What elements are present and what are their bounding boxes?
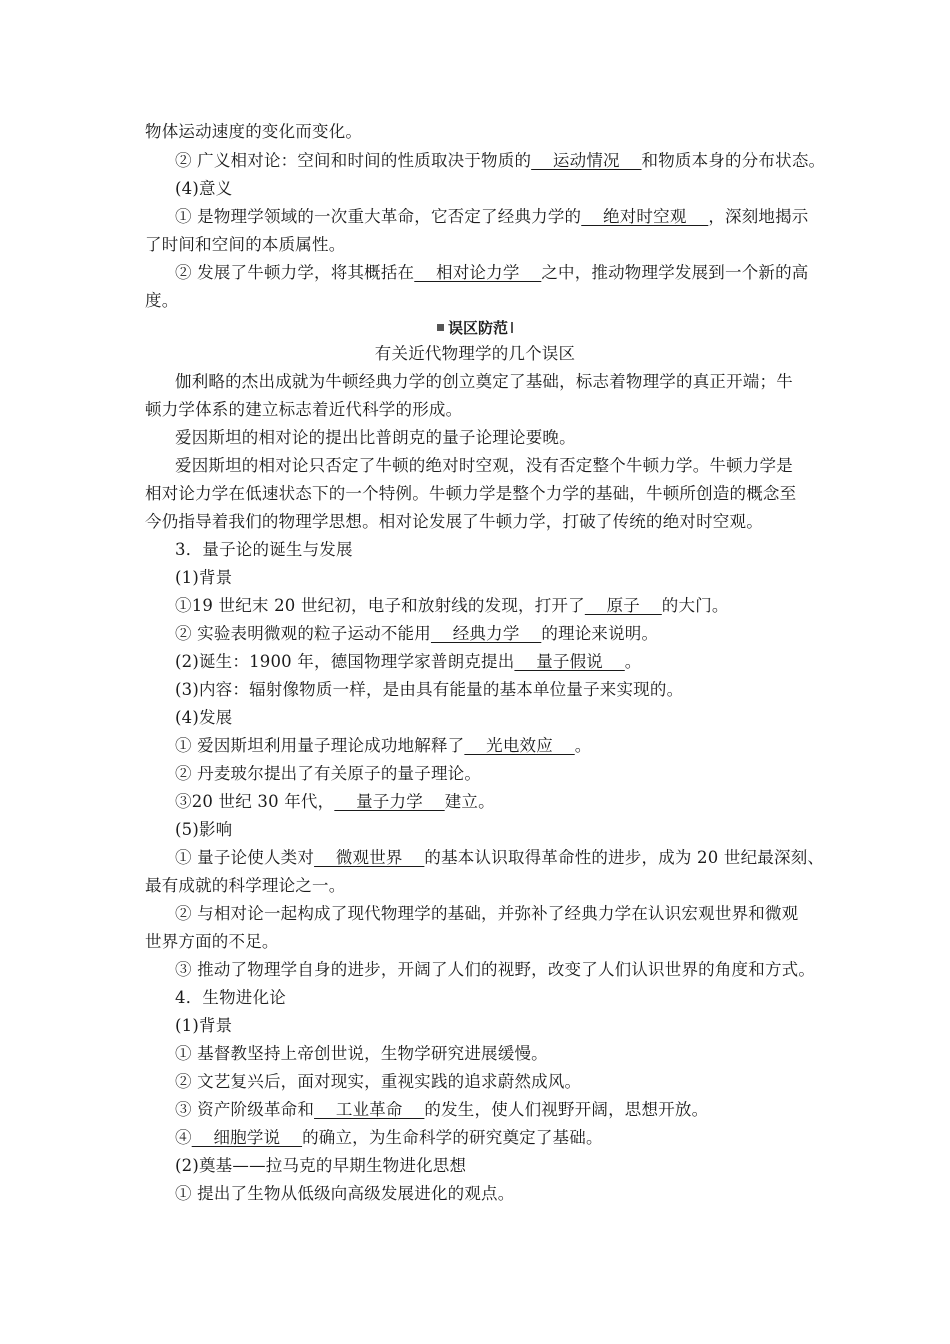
subheading: (5)影响 xyxy=(175,820,233,839)
text-line: ② 与相对论一起构成了现代物理学的基础，并弥补了经典力学在认识宏观世界和微观 xyxy=(175,904,799,923)
answer-blank: 运动情况 xyxy=(531,151,642,170)
square-bullet-icon xyxy=(437,324,444,331)
text-line: 度。 xyxy=(145,291,179,310)
text-line: (2)诞生：1900 年，德国物理学家普朗克提出 量子假说 。 xyxy=(175,652,642,671)
text-line: ① 是物理学领域的一次重大革命，它否定了经典力学的 绝对时空观 ，深刻地揭示 xyxy=(175,207,809,226)
text-line: ② 丹麦玻尔提出了有关原子的量子理论。 xyxy=(175,764,482,783)
text-line: 爱因斯坦的相对论只否定了牛顿的绝对时空观，没有否定整个牛顿力学。牛顿力学是 xyxy=(175,456,793,475)
answer-blank: 量子假说 xyxy=(514,652,625,671)
answer-blank: 微观世界 xyxy=(314,848,425,867)
answer-blank: 绝对时空观 xyxy=(581,207,709,226)
subheading: (1)背景 xyxy=(175,568,233,587)
answer-blank: 原子 xyxy=(584,596,662,615)
text-line: ③ 推动了物理学自身的进步，开阔了人们的视野，改变了人们认识世界的角度和方式。 xyxy=(175,960,816,979)
text-line: ③20 世纪 30 年代， 量子力学 建立。 xyxy=(175,792,495,811)
answer-blank: 相对论力学 xyxy=(414,263,542,282)
text-line: ② 发展了牛顿力学，将其概括在 相对论力学 之中，推动物理学发展到一个新的高 xyxy=(175,263,809,282)
text-line: ① 基督教坚持上帝创世说，生物学研究进展缓慢。 xyxy=(175,1044,548,1063)
text-line: ③ 资产阶级革命和 工业革命 的发生，使人们视野开阔，思想开放。 xyxy=(175,1100,709,1119)
subheading: (2)奠基——拉马克的早期生物进化思想 xyxy=(175,1156,467,1175)
section-title: 有关近代物理学的几个误区 xyxy=(374,344,576,363)
text-line: 顿力学体系的建立标志着近代科学的形成。 xyxy=(145,400,463,419)
text-line: (3)内容：辐射像物质一样，是由具有能量的基本单位量子来实现的。 xyxy=(175,680,684,699)
text-line: ① 量子论使人类对 微观世界 的基本认识取得革命性的进步，成为 20 世纪最深刻、 xyxy=(175,848,825,867)
section-banner: 误区防范 xyxy=(0,318,950,338)
section-heading: 3．量子论的诞生与发展 xyxy=(175,540,353,559)
text-line: 爱因斯坦的相对论的提出比普朗克的量子论理论要晚。 xyxy=(175,428,576,447)
subheading: (1)背景 xyxy=(175,1016,233,1035)
text-line: ② 广义相对论：空间和时间的性质取决于物质的 运动情况 和物质本身的分布状态。 xyxy=(175,151,826,170)
text-line: ① 爱因斯坦利用量子理论成功地解释了 光电效应 。 xyxy=(175,736,592,755)
text-line: 世界方面的不足。 xyxy=(145,932,279,951)
answer-blank: 工业革命 xyxy=(314,1100,425,1119)
answer-blank: 经典力学 xyxy=(430,624,542,643)
text-line: 伽利略的杰出成就为牛顿经典力学的创立奠定了基础，标志着物理学的真正开端；牛 xyxy=(175,372,793,391)
text-line: 了时间和空间的本质属性。 xyxy=(145,235,346,254)
text-line: ④ 细胞学说 的确立，为生命科学的研究奠定了基础。 xyxy=(175,1128,603,1147)
text-line: 物体运动速度的变化而变化。 xyxy=(145,122,363,141)
section-heading: 4．生物进化论 xyxy=(175,988,286,1007)
subheading: (4)意义 xyxy=(175,179,233,198)
answer-blank: 光电效应 xyxy=(464,736,575,755)
text-line: 今仍指导着我们的物理学思想。相对论发展了牛顿力学，打破了传统的绝对时空观。 xyxy=(145,512,763,531)
bar-icon xyxy=(511,322,513,333)
text-line: ① 提出了生物从低级向高级发展进化的观点。 xyxy=(175,1184,515,1203)
text-line: 最有成就的科学理论之一。 xyxy=(145,876,346,895)
answer-blank: 量子力学 xyxy=(334,792,445,811)
text-line: ② 文艺复兴后，面对现实，重视实践的追求蔚然成风。 xyxy=(175,1072,582,1091)
text-line: 相对论力学在低速状态下的一个特例。牛顿力学是整个力学的基础，牛顿所创造的概念至 xyxy=(145,484,797,503)
text-line: ①19 世纪末 20 世纪初，电子和放射线的发现，打开了 原子 的大门。 xyxy=(175,596,729,615)
subheading: (4)发展 xyxy=(175,708,233,727)
text-line: ② 实验表明微观的粒子运动不能用 经典力学 的理论来说明。 xyxy=(175,624,659,643)
answer-blank: 细胞学说 xyxy=(191,1128,303,1147)
